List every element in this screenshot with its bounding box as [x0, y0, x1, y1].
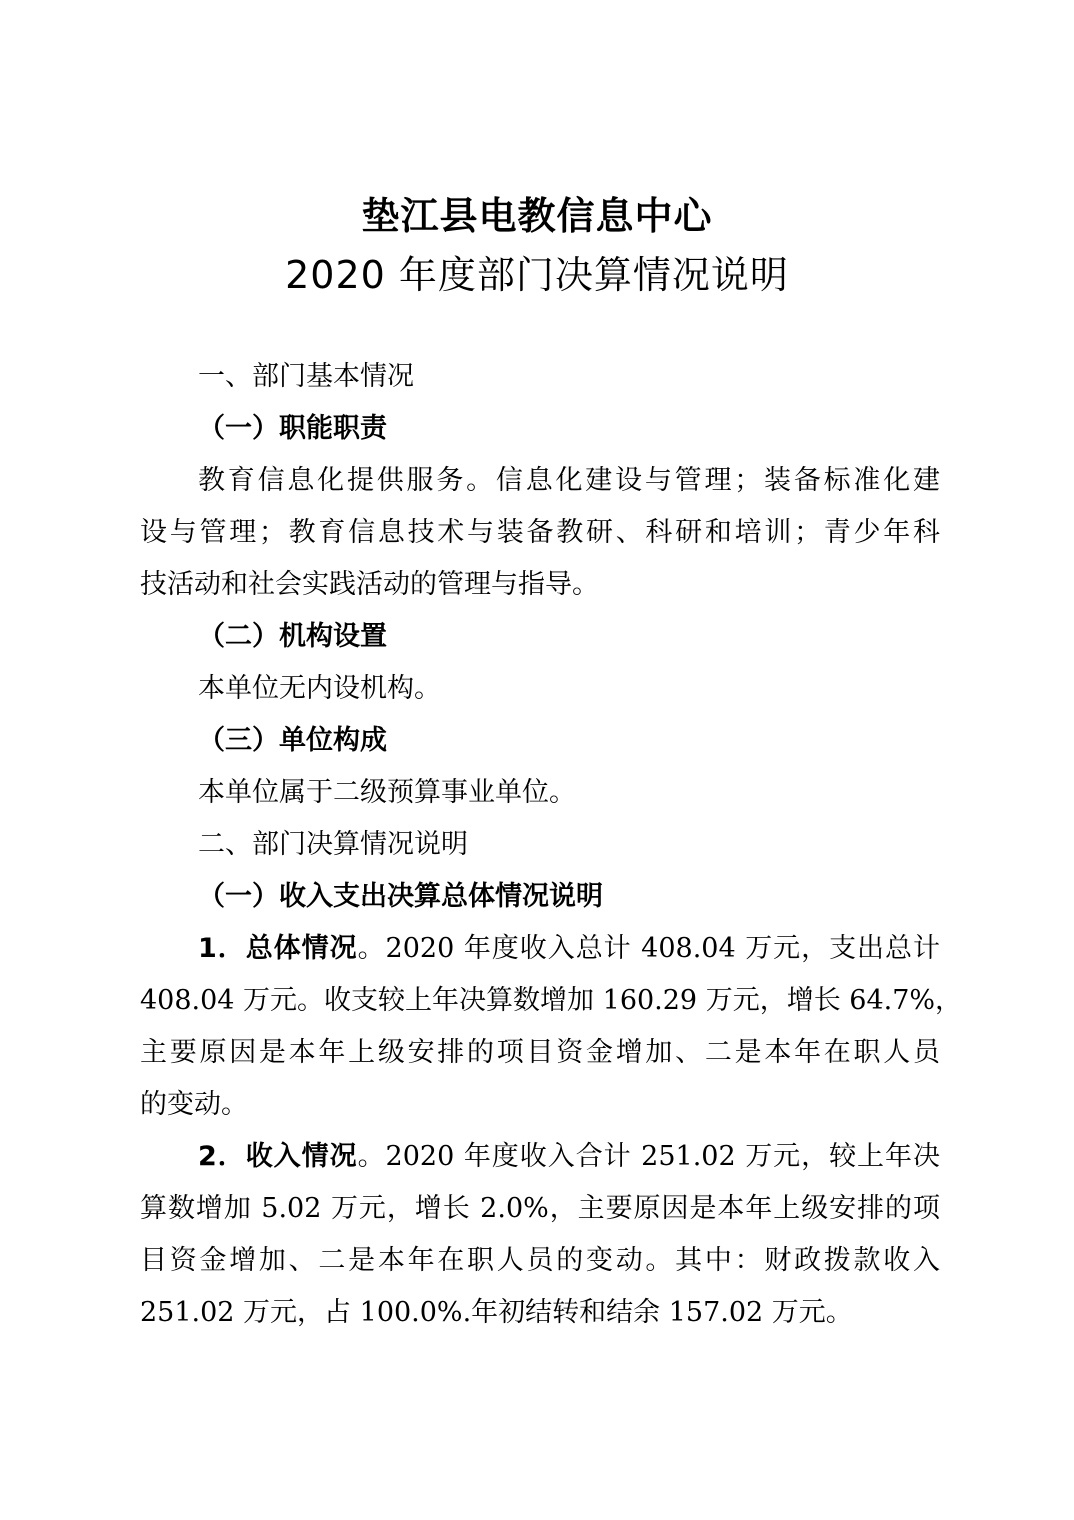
paragraph-line: 目资金增加、二是本年在职人员的变动。其中：财政拨款收入: [140, 1245, 940, 1276]
paragraph-line: 408.04 万元。收支较上年决算数增加 160.29 万元，增长 64.7%，: [140, 985, 963, 1016]
paragraph-line: 的变动。: [140, 1089, 248, 1120]
paragraph-line: 主要原因是本年上级安排的项目资金增加、二是本年在职人员: [140, 1037, 940, 1068]
paragraph-line: 设与管理；教育信息技术与装备教研、科研和培训；青少年科: [140, 517, 940, 548]
paragraph-line: [198, 932, 940, 966]
section-heading-basic-info: 一、部门基本情况: [198, 361, 414, 392]
subsection-heading-composition: （三）单位构成: [198, 725, 387, 756]
paragraph-line: [198, 1140, 940, 1174]
section-heading-final-accounts: 二、部门决算情况说明: [198, 829, 468, 860]
subsection-heading-overview: （一）收入支出决算总体情况说明: [198, 881, 603, 912]
paragraph-label: 2．收入情况: [198, 1141, 358, 1172]
paragraph-line: 算数增加 5.02 万元，增长 2.0%，主要原因是本年上级安排的项: [140, 1193, 940, 1224]
document-title: 垫江县电教信息中心: [361, 194, 713, 238]
paragraph-text: 。2020 年度收入合计 251.02 万元，较上年决: [357, 1141, 940, 1172]
document-subtitle: 2020 年度部门决算情况说明: [285, 253, 789, 297]
paragraph-line: 教育信息化提供服务。信息化建设与管理；装备标准化建: [198, 465, 940, 496]
paragraph-text: 。2020 年度收入总计 408.04 万元，支出总计: [357, 933, 940, 964]
subsection-heading-organization: （二）机构设置: [198, 621, 387, 652]
paragraph-line: 技活动和社会实践活动的管理与指导。: [140, 569, 599, 600]
paragraph-line: 251.02 万元，占 100.0%.年初结转和结余 157.02 万元。: [140, 1297, 853, 1328]
paragraph-line: 本单位无内设机构。: [198, 673, 441, 704]
paragraph-line: 本单位属于二级预算事业单位。: [198, 777, 576, 808]
paragraph-label: 1．总体情况: [198, 933, 358, 964]
subsection-heading-duties: （一）职能职责: [198, 413, 387, 444]
